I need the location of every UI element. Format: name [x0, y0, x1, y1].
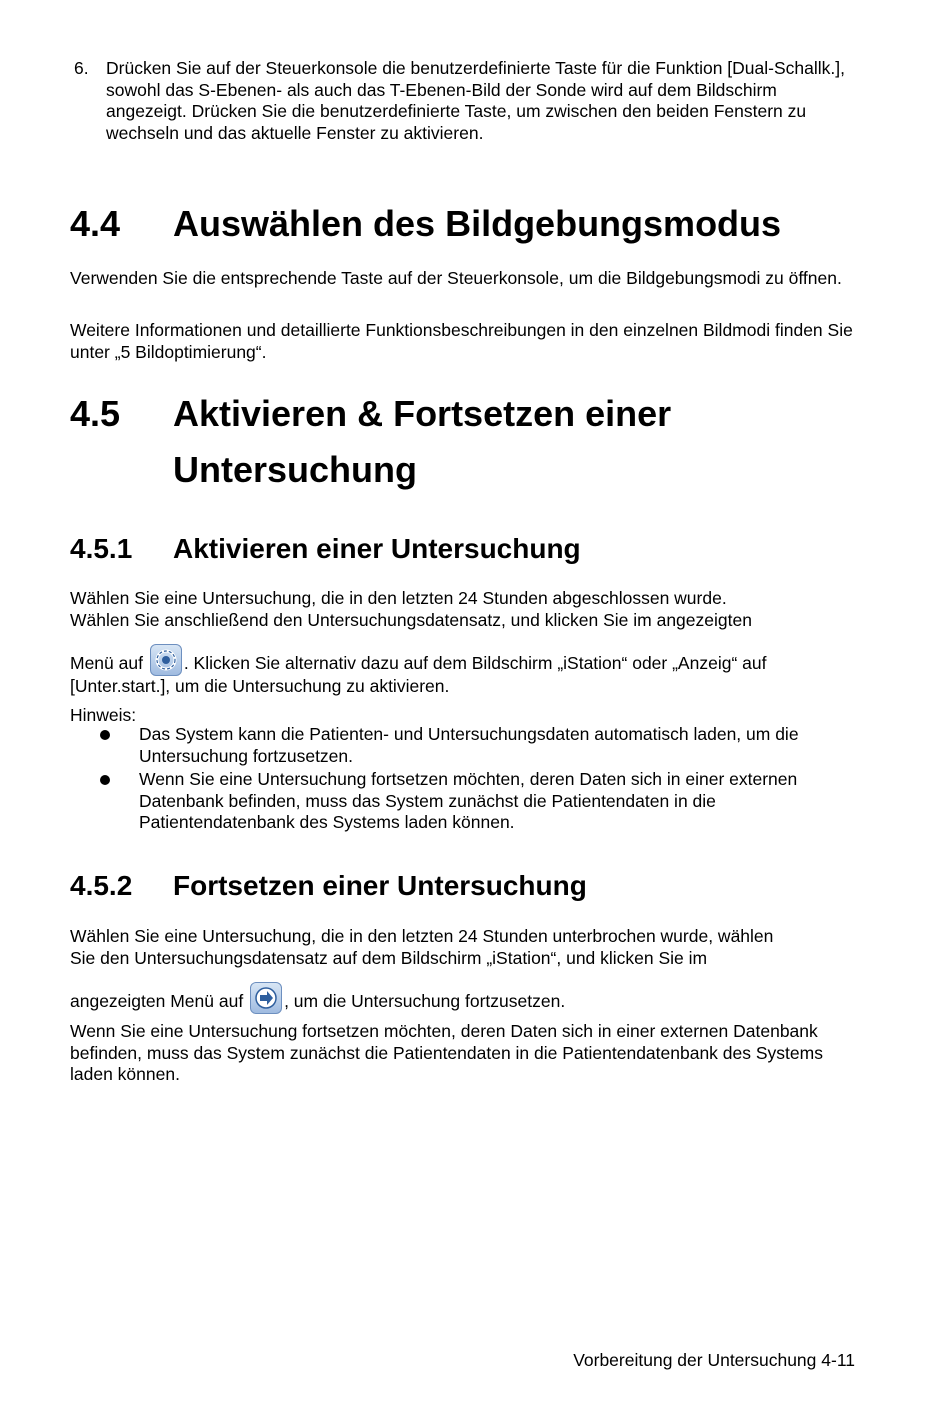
subsection-title: Aktivieren einer Untersuchung — [173, 533, 581, 564]
paragraph-line: angezeigten Menü auf , um die Untersuchung fortzusetzen. — [70, 982, 870, 1014]
paragraph-line: Wählen Sie anschließend den Untersuchungsdatensatz, und klicken Sie im angezeigten — [70, 609, 752, 630]
section-4-5-2-heading — [70, 869, 890, 903]
subsection-number: 4.5.1 — [70, 533, 133, 564]
step-6 — [74, 58, 854, 144]
note-bullet-list — [100, 724, 860, 836]
bullet-icon — [100, 730, 110, 740]
section-number: 4.4 — [70, 203, 121, 244]
subsection-number: 4.5.2 — [70, 870, 133, 901]
paragraph-line: Wählen Sie eine Untersuchung, die in den letzten 24 Stunden abgeschlossen wurde. — [70, 588, 727, 608]
paragraph-line: Sie den Untersuchungsdatensatz auf dem Bildschirm „iStation“, und klicken Sie im — [70, 947, 708, 968]
section-4-4-paragraph-1: Verwenden Sie die entsprechende Taste auf der Steuerkonsole, um die Bildgebungsmodi zu öffnen. — [70, 268, 842, 288]
section-number: 4.5 — [70, 393, 121, 434]
list-item: Das System kann die Patienten- und Untersuchungsdaten automatisch laden, um die Untersuchung fortzusetzen. — [100, 724, 860, 767]
section-title-line-2: Untersuchung — [173, 449, 418, 490]
section-title: Auswählen des Bildgebungsmodus — [173, 203, 782, 244]
paragraph-line: Menü auf . Klicken Sie alternativ dazu auf dem Bildschirm „iStation“ oder „Anzeig“ auf — [70, 644, 870, 676]
step-text: Drücken Sie auf der Steuerkonsole die benutzerdefinierte Taste für die Funktion [Dual-Schallk.], sowohl das S-Ebenen- als auch das T-Ebenen-Bild der Sonde wird auf dem Bildschirm angezeigt. Drücken Sie die benutzerdefinierte Taste, um zwischen den beiden Fenstern zu wechseln und das aktuelle Fenster zu aktivieren. — [106, 58, 845, 143]
subsection-title: Fortsetzen einer Untersuchung — [173, 870, 587, 901]
list-item: Wenn Sie eine Untersuchung fortsetzen möchten, deren Daten sich in einer externen Datenbank befinden, muss das System zunächst die Patientendaten in die Patientendatenbank des Systems laden können. — [100, 769, 860, 834]
step-number: 6. — [74, 58, 89, 78]
section-4-5-1-heading — [70, 532, 890, 566]
section-4-5-1-paragraph — [70, 588, 870, 726]
activate-exam-icon — [150, 644, 182, 676]
section-title-line-1: Aktivieren & Fortsetzen einer — [173, 393, 672, 434]
page-footer: Vorbereitung der Untersuchung 4-11 — [573, 1350, 855, 1370]
bullet-icon — [100, 775, 110, 785]
section-4-4-heading — [70, 196, 890, 252]
paragraph: Wenn Sie eine Untersuchung fortsetzen möchten, deren Daten sich in einer externen Datenbank befinden, muss das System zunächst die Patientendaten in die Patientendatenbank des Systems laden können. — [70, 1021, 823, 1084]
note-label: Hinweis: — [70, 704, 137, 725]
section-4-5-2-paragraph — [70, 926, 870, 1086]
paragraph-line: [Unter.start.], um die Untersuchung zu aktivieren. — [70, 676, 450, 696]
section-4-4-paragraph-2: Weitere Informationen und detaillierte Funktionsbeschreibungen in den einzelnen Bildmodi finden Sie unter „5 Bildoptimierung“. — [70, 320, 853, 362]
section-4-5-heading — [70, 386, 890, 498]
paragraph-line: Wählen Sie eine Untersuchung, die in den letzten 24 Stunden unterbrochen wurde, wählen — [70, 926, 774, 946]
continue-exam-icon — [250, 982, 282, 1014]
